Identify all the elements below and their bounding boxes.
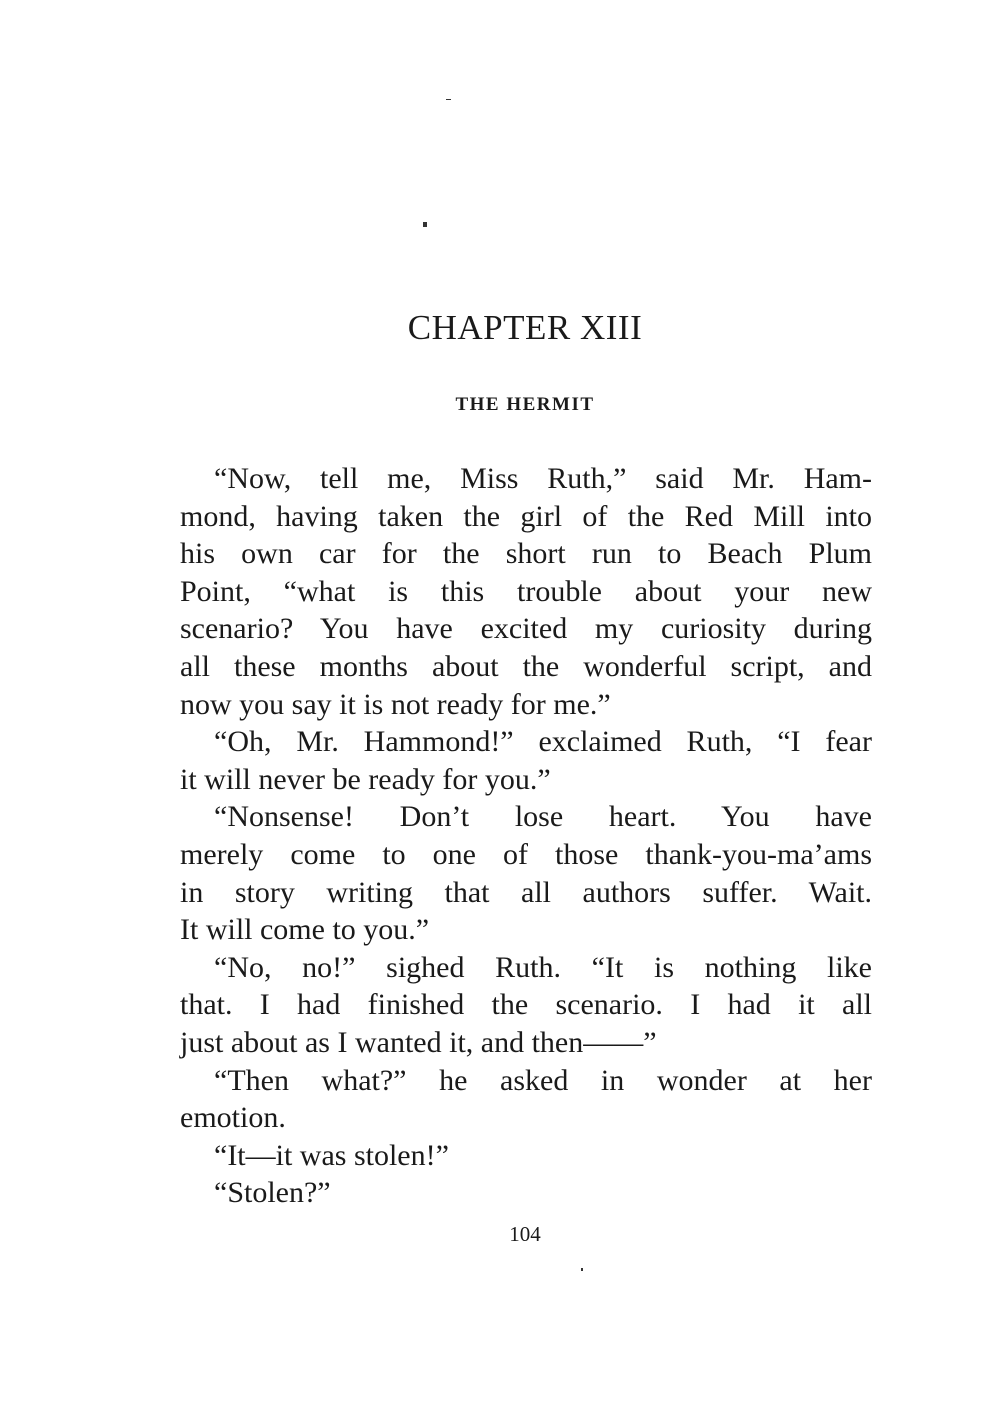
text-line: It will come to you.” xyxy=(180,913,430,947)
page-number: 104 xyxy=(509,1222,541,1246)
text-line: just about as I wanted it, and then——” xyxy=(180,1025,657,1059)
chapter-title: CHAPTER XIII xyxy=(407,308,643,347)
chapter-body xyxy=(180,460,872,1212)
text-line: merely come to one of those thank-you-ma’ams xyxy=(180,837,872,871)
text-line: “Now, tell me, Miss Ruth,” said Mr. Ham- xyxy=(214,462,872,495)
text-line: mond, having taken the girl of the Red Mill into xyxy=(180,499,872,533)
print-speck xyxy=(446,99,451,100)
text-line: “No, no!” sighed Ruth. “It is nothing like xyxy=(214,950,872,984)
text-line: emotion. xyxy=(180,1101,286,1135)
text-line: it will never be ready for you.” xyxy=(180,762,551,796)
text-line: all these months about the wonderful script, and xyxy=(180,649,872,683)
text-line: “Stolen?” xyxy=(214,1176,331,1210)
text-line: now you say it is not ready for me.” xyxy=(180,687,611,721)
print-speck xyxy=(581,1268,583,1271)
text-line: in story writing that all authors suffer. Wait. xyxy=(180,875,872,909)
text-line: scenario? You have excited my curiosity during xyxy=(180,612,872,646)
text-line: his own car for the short run to Beach Plum xyxy=(180,537,872,571)
text-line: that. I had finished the scenario. I had it all xyxy=(180,988,872,1022)
chapter-subtitle: THE HERMIT xyxy=(455,394,595,415)
text-line: “Oh, Mr. Hammond!” exclaimed Ruth, “I fear xyxy=(214,725,872,759)
text-line: “It—it was stolen!” xyxy=(214,1138,449,1172)
text-line: Point, “what is this trouble about your new xyxy=(180,574,872,608)
text-line: “Then what?” he asked in wonder at her xyxy=(214,1063,872,1097)
text-line: “Nonsense! Don’t lose heart. You have xyxy=(214,800,872,834)
print-speck xyxy=(423,222,427,227)
